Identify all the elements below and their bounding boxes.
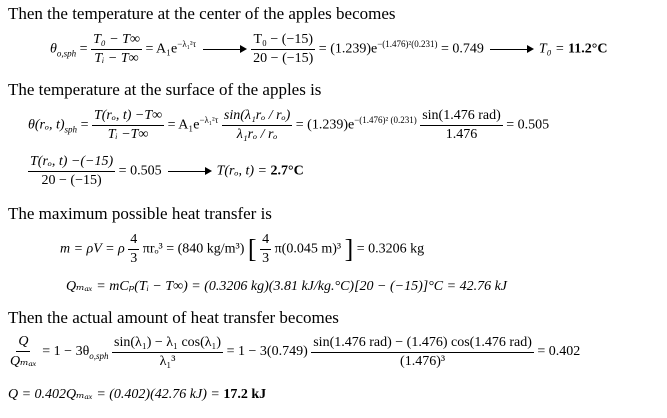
eq6-fraction3 (311, 335, 534, 370)
equation-heat-ratio (8, 334, 580, 370)
right-bracket: ] (344, 234, 354, 264)
eq3-result-value: 2.7°C (270, 163, 304, 179)
eq6-num3: sin(1.476 rad) − (1.476) cos(1.476 rad) (311, 335, 534, 353)
eq1-mid: = A₁e (145, 41, 178, 57)
eq6-num2: sin(λ₁) − λ₁ cos(λ₁) (112, 335, 223, 353)
heading-surface: The temperature at the surface of the apples is (8, 80, 322, 99)
eq6-rhs: = 0.402 (537, 344, 581, 360)
arrow-icon (168, 171, 210, 172)
eq4-lhs: m = ρV = ρ (60, 241, 125, 257)
heading-center: Then the temperature at the center of the apples becomes (8, 4, 396, 23)
equation-center-temperature: $\theta_{o,sph}$ = $\frac{\text{T₀ − T∞}}{\text{Tᵢ − T∞}}$ = $A_1e^{-\lambda_1^2\tau}$ $\frac{\text{T₀ − (−15)}}{20 - (-15)}$ = $(1.239)e^{-(1.476)^2(0.231)} = 0.749$ T₀ = 11.2°C (50, 32, 608, 66)
heading-actual-heat: Then the actual amount of heat transfer becomes (8, 308, 339, 327)
eq1-lhs-sub: o,sph (56, 48, 77, 59)
eq2-mid: = A₁e (167, 117, 200, 133)
eq4-fraction2 (260, 232, 271, 267)
eq7-text: Q = 0.402Qₘₐₓ = (0.402)(42.76 kJ) = (8, 387, 220, 402)
eq2-fraction2 (222, 108, 292, 143)
eq2-lhs-sub: sph (64, 124, 78, 135)
eq3-den: 20 − (−15) (41, 173, 102, 188)
eq2-den2: λ₁rₒ / rₒ (236, 127, 278, 142)
eq1-den2: 20 − (−15) (253, 51, 314, 66)
eq4-frac2-den: 3 (262, 251, 270, 266)
arrow-icon (203, 49, 245, 50)
eq4-frac-den: 3 (130, 251, 138, 266)
eq6-fraction (8, 334, 39, 370)
eq6-den3: (1.476)³ (400, 353, 446, 369)
eq6-mid-sub: o,sph (89, 351, 109, 362)
eq2-num: T(rₒ, t) −T∞ (92, 108, 164, 126)
eq2-den: Tᵢ −T∞ (107, 127, 149, 142)
eq6-fraction2 (112, 335, 223, 370)
eq7-result-value: 17.2 kJ (223, 387, 267, 402)
eq6-mid: = 1 − 3θ (42, 344, 90, 360)
eq4-rhs: = 0.3206 kg (356, 241, 425, 257)
equation-qmax (66, 278, 507, 295)
eq6-den2: λ₁³ (159, 353, 176, 369)
eq2-rhs3: = 0.505 (506, 117, 550, 133)
eq1-num2: T₀ − (−15) (251, 32, 315, 50)
eq2-mid-exp: −λ₁²τ (199, 115, 219, 126)
eq2-fraction (92, 108, 164, 143)
equation-surface-temperature: θ(rₒ, $t)_{sph}$ = $\frac{\text{T(rₒ, t) −T∞}}{\text{Tᵢ −T∞}}$ = $A_1e^{-\lambda_1^2\tau}$ $\frac{\text{sin(λ₁rₒ / rₒ)}}{\text{λ₁rₒ / rₒ}}$ = $(1.239)e^{-(1.476)^2 (0.231)}$ $\frac{\text{sin(1.476 rad)}}{1.476}$ = 0.505 (28, 108, 550, 142)
eq3-fraction (28, 154, 115, 189)
eq2-fraction3 (420, 108, 503, 143)
eq1-result-label: T₀ = (538, 41, 565, 57)
eq2-den3: 1.476 (445, 127, 478, 142)
eq1-rhs: = (1.239)e (318, 41, 378, 57)
eq4-fraction (128, 232, 139, 267)
eq1-lhs: θ (50, 41, 57, 57)
eq1-rhs2: = 0.749 (441, 41, 484, 57)
eq1-den: Tᵢ − T∞ (94, 51, 139, 66)
eq6-den: Qₘₐₓ (10, 354, 37, 369)
eq1-rhs-exp: −(1.476)²(0.231) (377, 39, 438, 50)
left-bracket: [ (247, 234, 257, 264)
eq6-num: Q (16, 334, 30, 352)
eq4-frac2-num: 4 (260, 232, 271, 250)
eq1-num: T₀ − T∞ (91, 32, 142, 50)
eq2-num2: sin(λ₁rₒ / rₒ) (222, 108, 292, 126)
heading-max-heat: The maximum possible heat transfer is (8, 204, 272, 223)
eq4-inner: π(0.045 m)³ (274, 241, 342, 257)
equation-mass (60, 232, 424, 267)
arrow-icon (490, 49, 532, 50)
eq2-lhs: θ(rₒ, t) (28, 117, 65, 133)
equation-actual-heat (8, 386, 266, 403)
eq4-mid: πrₒ³ = (840 kg/m³) (142, 241, 245, 257)
eq1-fraction (91, 32, 142, 67)
eq1-mid-exp: −λ₁²τ (177, 39, 197, 50)
eq2-num3: sin(1.476 rad) (420, 108, 503, 126)
eq3-result-label: T(rₒ, t) = (216, 163, 267, 179)
eq3-num: T(rₒ, t) −(−15) (28, 154, 115, 172)
eq6-mid2: = 1 − 3(0.749) (226, 344, 308, 360)
eq1-result-value: 11.2°C (568, 41, 608, 57)
eq1-fraction2 (251, 32, 315, 67)
eq2-rhs: = (1.239)e (295, 117, 355, 133)
eq5-text: Qₘₐₓ = mCₚ(Tᵢ − T∞) = (0.3206 kg)(3.81 kJ/kg.°C)[20 − (−15)]°C = 42.76 kJ (66, 279, 508, 294)
eq4-frac-num: 4 (128, 232, 139, 250)
eq2-rhs-exp: −(1.476)² (0.231) (354, 115, 417, 126)
equation-surface-result (28, 154, 304, 189)
eq3-rhs: = 0.505 (118, 163, 162, 179)
